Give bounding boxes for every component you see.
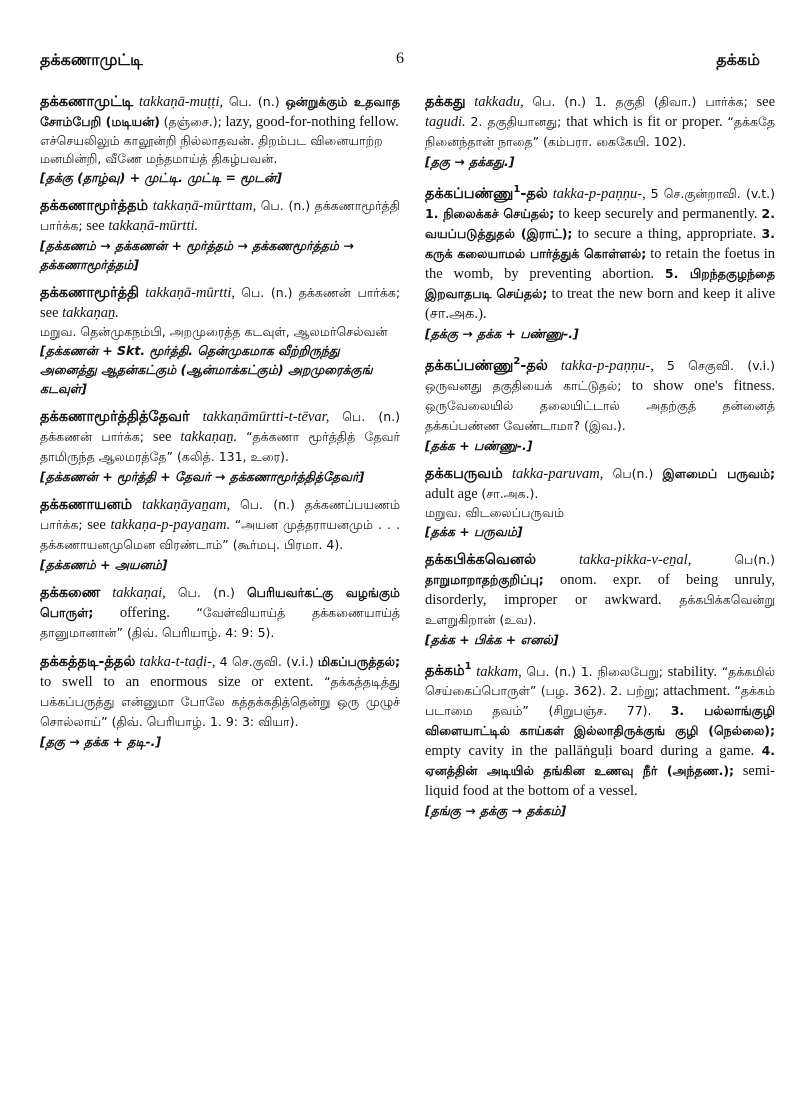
- etymology: [தக்கணன் + Skt. மூர்த்தி. தென்முகமாக வீற்றிருந்து அனைத்து ஆதன்கட்கும் (ஆன்மாக்கட்கும்) அறமுரைக்குங் கடவுள்]: [40, 343, 373, 396]
- sense-1-tamil: 1. தகுதி (திவா.) பார்க்க;: [594, 94, 748, 109]
- cross-reference-translit: takkaṇa-p-payaṉam.: [110, 517, 231, 533]
- definition-english: onom. expr. of being unruly, disorderly, improper or awkward.: [425, 571, 776, 608]
- etymology: [தங்கு → தக்கு → தக்கம்]: [425, 803, 567, 819]
- quotation: “வேள்வியாய்த் தக்கணையாய்த் தானுமானான்” (திவ். பெரியாழ். 4: 9: 5).: [40, 605, 401, 640]
- definition-tamil: இளமைப் பருவம்;: [662, 465, 776, 481]
- page-number: 6: [396, 50, 404, 67]
- transliteration: takkaṇā-mūrttam,: [152, 198, 257, 214]
- sub-note: எச்செயலிலும் காலூன்றி நில்லாதவன். திறம்பட வினையாற்ற மனமின்றி, வீணே மந்தமாய்த் திகழ்பவன்.: [40, 133, 383, 166]
- part-of-speech: பெ. (n.): [260, 198, 311, 213]
- sense-2-tamil: 2. பற்று;: [610, 683, 659, 699]
- part-of-speech: பெ. (n.): [228, 94, 280, 109]
- sense-1-tamil: 1. நிலைக்கச் செய்தல்;: [425, 205, 555, 221]
- entry-takkanamutti: [40, 92, 400, 187]
- etymology: [தகு → தக்கது.]: [425, 154, 515, 169]
- definition-english: to swell to an enormous size or extent.: [40, 674, 314, 690]
- headword: தக்கணை: [40, 585, 101, 601]
- cross-reference-translit: tagudi.: [425, 114, 466, 130]
- entry-takkanamurttittevar: [40, 407, 400, 486]
- see-label: see: [756, 94, 776, 110]
- transliteration: takka-p-paṇṇu-,: [552, 185, 646, 202]
- etymology: [தக்கணன் + மூர்த்தி + தேவர் → தக்கணாமூர்த்தித்தேவர்]: [40, 469, 365, 484]
- entry-takkanayanam: [40, 495, 400, 574]
- entry-takkaparuvam: [425, 464, 775, 541]
- definition-tamil: மிகப்பருத்தல்;: [317, 654, 401, 669]
- transliteration: takka-paruvam,: [512, 465, 604, 482]
- running-header: [40, 50, 760, 74]
- transliteration: takkaṇā-muṭṭi,: [138, 94, 224, 110]
- transliteration: takkaṇā-mūrtti,: [145, 285, 236, 301]
- transliteration: takkaṇai,: [112, 585, 166, 601]
- etymology: [தக்கு (தாழ்வு) + முட்டி. முட்டி = மூடன்]: [40, 170, 282, 185]
- sense-3-tamil: 3. கருக் கலையாமல் பார்த்துக் கொள்ளல்;: [425, 225, 775, 261]
- sense-3-tamil: 3. பல்லாங்குழி விளையாட்டில் காய்கள் இல்லாதிருக்குங் குழி (நெல்லை);: [425, 703, 775, 739]
- entry-takkanai: [40, 583, 400, 643]
- transliteration: takkaṇāyaṉam,: [142, 497, 231, 513]
- quotation-1: “தக்கமில் செய்கைப்பொருள்” (பழ. 362).: [425, 663, 775, 699]
- transliteration: takka-t-taḍi-,: [139, 654, 216, 670]
- part-of-speech: பெ(n.): [612, 465, 654, 481]
- quotation-2: “தக்கம் படாமை தவம்” (சிறுபஞ்ச. 77).: [425, 683, 776, 719]
- sense-3-english: to retain the foetus in the womb, by preventing abortion.: [425, 245, 776, 282]
- quotation: “தக்கதே நினைந்தான் நாதை” (கம்பரா. கைகேயி. 102).: [425, 114, 776, 149]
- part-of-speech: 5 செ.குன்றாவி. (v.t.): [650, 185, 775, 201]
- part-of-speech: பெ. (n.): [526, 663, 577, 679]
- etymology: [தக்கு → தக்க + பண்ணு-.]: [425, 325, 579, 341]
- cross-reference-tamil: தக்கணன் பார்க்க;: [40, 429, 144, 444]
- entry-takkattadi: [40, 652, 400, 751]
- etymology: [தக்க + பருவம்]: [425, 523, 523, 539]
- see-label: see: [152, 429, 172, 445]
- sense-4-tamil: 4. ஏனத்தின் அடியில் தங்கின உணவு நீர் (அந்தண.);: [425, 743, 776, 779]
- see-label: see: [40, 305, 59, 321]
- right-column: [425, 92, 775, 829]
- sense-1-english: to keep securely and permanently.: [558, 205, 758, 222]
- transliteration: takka-pikka-v-eṉal,: [579, 551, 692, 568]
- definition-tamil: தாறுமாறாதற்குறிப்பு;: [425, 571, 544, 587]
- part-of-speech: பெ. (n.): [241, 285, 293, 300]
- etymology: [தகு → தக்க + தடி-.]: [40, 734, 162, 749]
- cross-reference-translit: takkaṇaṉ.: [180, 429, 238, 445]
- part-of-speech: பெ. (n.): [177, 585, 235, 600]
- quotation: “அயன முத்தராயனமும் . . . தக்கணாயனமுமென விரண்டாம்” (கூர்மபு. பிரமா. 4).: [40, 517, 401, 552]
- sense-1-tamil: 1. நிலைபேறு;: [580, 663, 664, 679]
- part-of-speech: பெ(n.): [734, 551, 775, 567]
- synonyms: மறுவ. விடலைப்பருவம்: [425, 504, 565, 520]
- part-of-speech: 4 செ.குவி. (v.i.): [219, 654, 314, 669]
- definition-english: adult age: [425, 485, 478, 502]
- header-right-guideword: தக்கம்: [716, 50, 760, 69]
- cross-reference-tamil: தக்கணன் பார்க்க;: [298, 285, 401, 300]
- part-of-speech: பெ. (n.): [532, 94, 586, 109]
- left-column: [40, 92, 400, 760]
- region-label: (தஞ்சை.);: [163, 114, 222, 129]
- headword: தக்கணாமுட்டி: [40, 94, 134, 110]
- sense-4-english: semi-liquid food at the bottom of a vessel.: [425, 763, 775, 800]
- sense-2-tamil: 2. தகுதியானது;: [470, 114, 562, 129]
- header-left-guideword: தக்கணாமுட்டி: [40, 50, 143, 69]
- entry-takkappannu-1: [425, 180, 775, 343]
- transliteration: takkaṇāmūrtti-t-tēvar,: [202, 409, 330, 425]
- etymology: [தக்கணம் + அயனம்]: [40, 557, 168, 572]
- sense-2-english: to secure a thing, appropriate.: [577, 225, 757, 242]
- entry-takkapikkavenal: [425, 550, 775, 649]
- headword: தக்கணாமூர்த்தித்தேவர்: [40, 409, 190, 425]
- headword: தக்கம்$^1$: [425, 661, 472, 680]
- entry-takkappannu-2: [425, 352, 775, 455]
- sense-5-tamil: 5. பிறந்தகுழந்தை இறவாதபடி செய்தல்;: [425, 265, 776, 301]
- sense-2-tamil: 2. வயப்படுத்துதல் (இராட்);: [425, 205, 775, 241]
- headword: தக்கப்பண்ணு$^1$-தல்: [425, 184, 548, 202]
- usage-example: ஒருவேலையில் தலையிட்டால் அதற்குத் தன்னைத் தக்கப்பண்ண வேண்டாமா? (இவ.).: [425, 397, 775, 433]
- transliteration: takka-p-paṇṇu-,: [560, 357, 654, 374]
- quotation: “தக்கத்தடித்து பக்கப்பருத்து என்னுமா போலே கத்தக்கதித்தென்று ஒரு முழுச் சொல்லாய்” (திவ். பெரியாழ். 1. 9: 3: வியா).: [40, 674, 400, 729]
- headword: தக்கணாயனம்: [40, 497, 133, 513]
- part-of-speech: 5 செகுவி. (v.i.): [666, 357, 775, 373]
- entry-takkanamurttam: [40, 196, 400, 274]
- headword: தக்கணாமூர்த்தம்: [40, 198, 149, 214]
- definition-tamil: ஒருவனது தகுதியைக் காட்டுதல்;: [425, 377, 622, 393]
- synonyms: மறுவ. தென்முகநம்பி, அறமுரைத்த கடவுள், ஆலமர்செல்வன்: [40, 324, 388, 339]
- cross-reference-translit: takkaṇaṉ.: [62, 305, 119, 321]
- sense-1-english: stability.: [667, 663, 718, 680]
- definition-tamil: ஒன்றுக்கும் உதவாத சோம்பேறி (மடியன்): [40, 94, 401, 129]
- source-label: (சா.அக.).: [481, 485, 539, 501]
- entry-takkadu: [425, 92, 775, 171]
- headword: தக்கணாமூர்த்தி: [40, 285, 139, 301]
- cross-reference-tamil: தக்கணாமூர்த்தி பார்க்க;: [40, 198, 400, 233]
- definition-english: offering.: [119, 605, 170, 621]
- usage-example: தக்கபிக்கவென்று உளறுகிறான் (உவ).: [425, 591, 775, 627]
- headword: தக்கப்பண்ணு$^2$-தல்: [425, 355, 548, 374]
- etymology: [தக்க + பிக்க + எனல்]: [425, 631, 559, 647]
- transliteration: takkadu,: [474, 94, 524, 110]
- cross-reference-tamil: தக்கணப்பயணம் பார்க்க;: [40, 497, 401, 532]
- part-of-speech: பெ. (n.): [342, 409, 401, 424]
- definition-tamil: பெரியவர்கட்கு வழங்கும் பொருள்;: [40, 585, 400, 620]
- part-of-speech: பெ. (n.): [240, 497, 295, 512]
- entry-takkanamurtti: [40, 283, 400, 398]
- definition-english: lazy, good-for-nothing fellow.: [225, 114, 399, 130]
- etymology: [தக்கணம் → தக்கணன் + மூர்த்தம் → தக்கணமூர்த்தம் → தக்கணாமூர்த்தம்]: [40, 238, 354, 272]
- headword: தக்கபருவம்: [425, 465, 503, 482]
- headword: தக்கபிக்கவெனல்: [425, 551, 537, 568]
- see-label: see: [87, 517, 106, 533]
- entry-takkam-1: [425, 658, 775, 821]
- quotation: “தக்கணா மூர்த்தித் தேவர் தாமிருந்த ஆலமரத்தே” (கலித். 131, உரை).: [40, 429, 401, 464]
- etymology: [தக்க + பண்ணு-.]: [425, 437, 533, 453]
- headword: தக்கத்தடி-த்தல்: [40, 654, 136, 670]
- transliteration: takkam,: [476, 663, 522, 680]
- sense-2-english: attachment.: [663, 683, 731, 700]
- see-label: see: [86, 218, 105, 234]
- cross-reference-translit: takkaṇā-mūrtti.: [108, 218, 199, 234]
- sense-5-english: to treat the new born and keep it alive (சா.அக.).: [425, 285, 776, 322]
- sense-3-english: empty cavity in the pallāṅguḷi board during a game.: [425, 743, 755, 760]
- definition-english: to show one's fitness.: [631, 377, 775, 394]
- headword: தக்கது: [425, 94, 466, 110]
- sense-2-english: that which is fit or proper.: [566, 114, 723, 130]
